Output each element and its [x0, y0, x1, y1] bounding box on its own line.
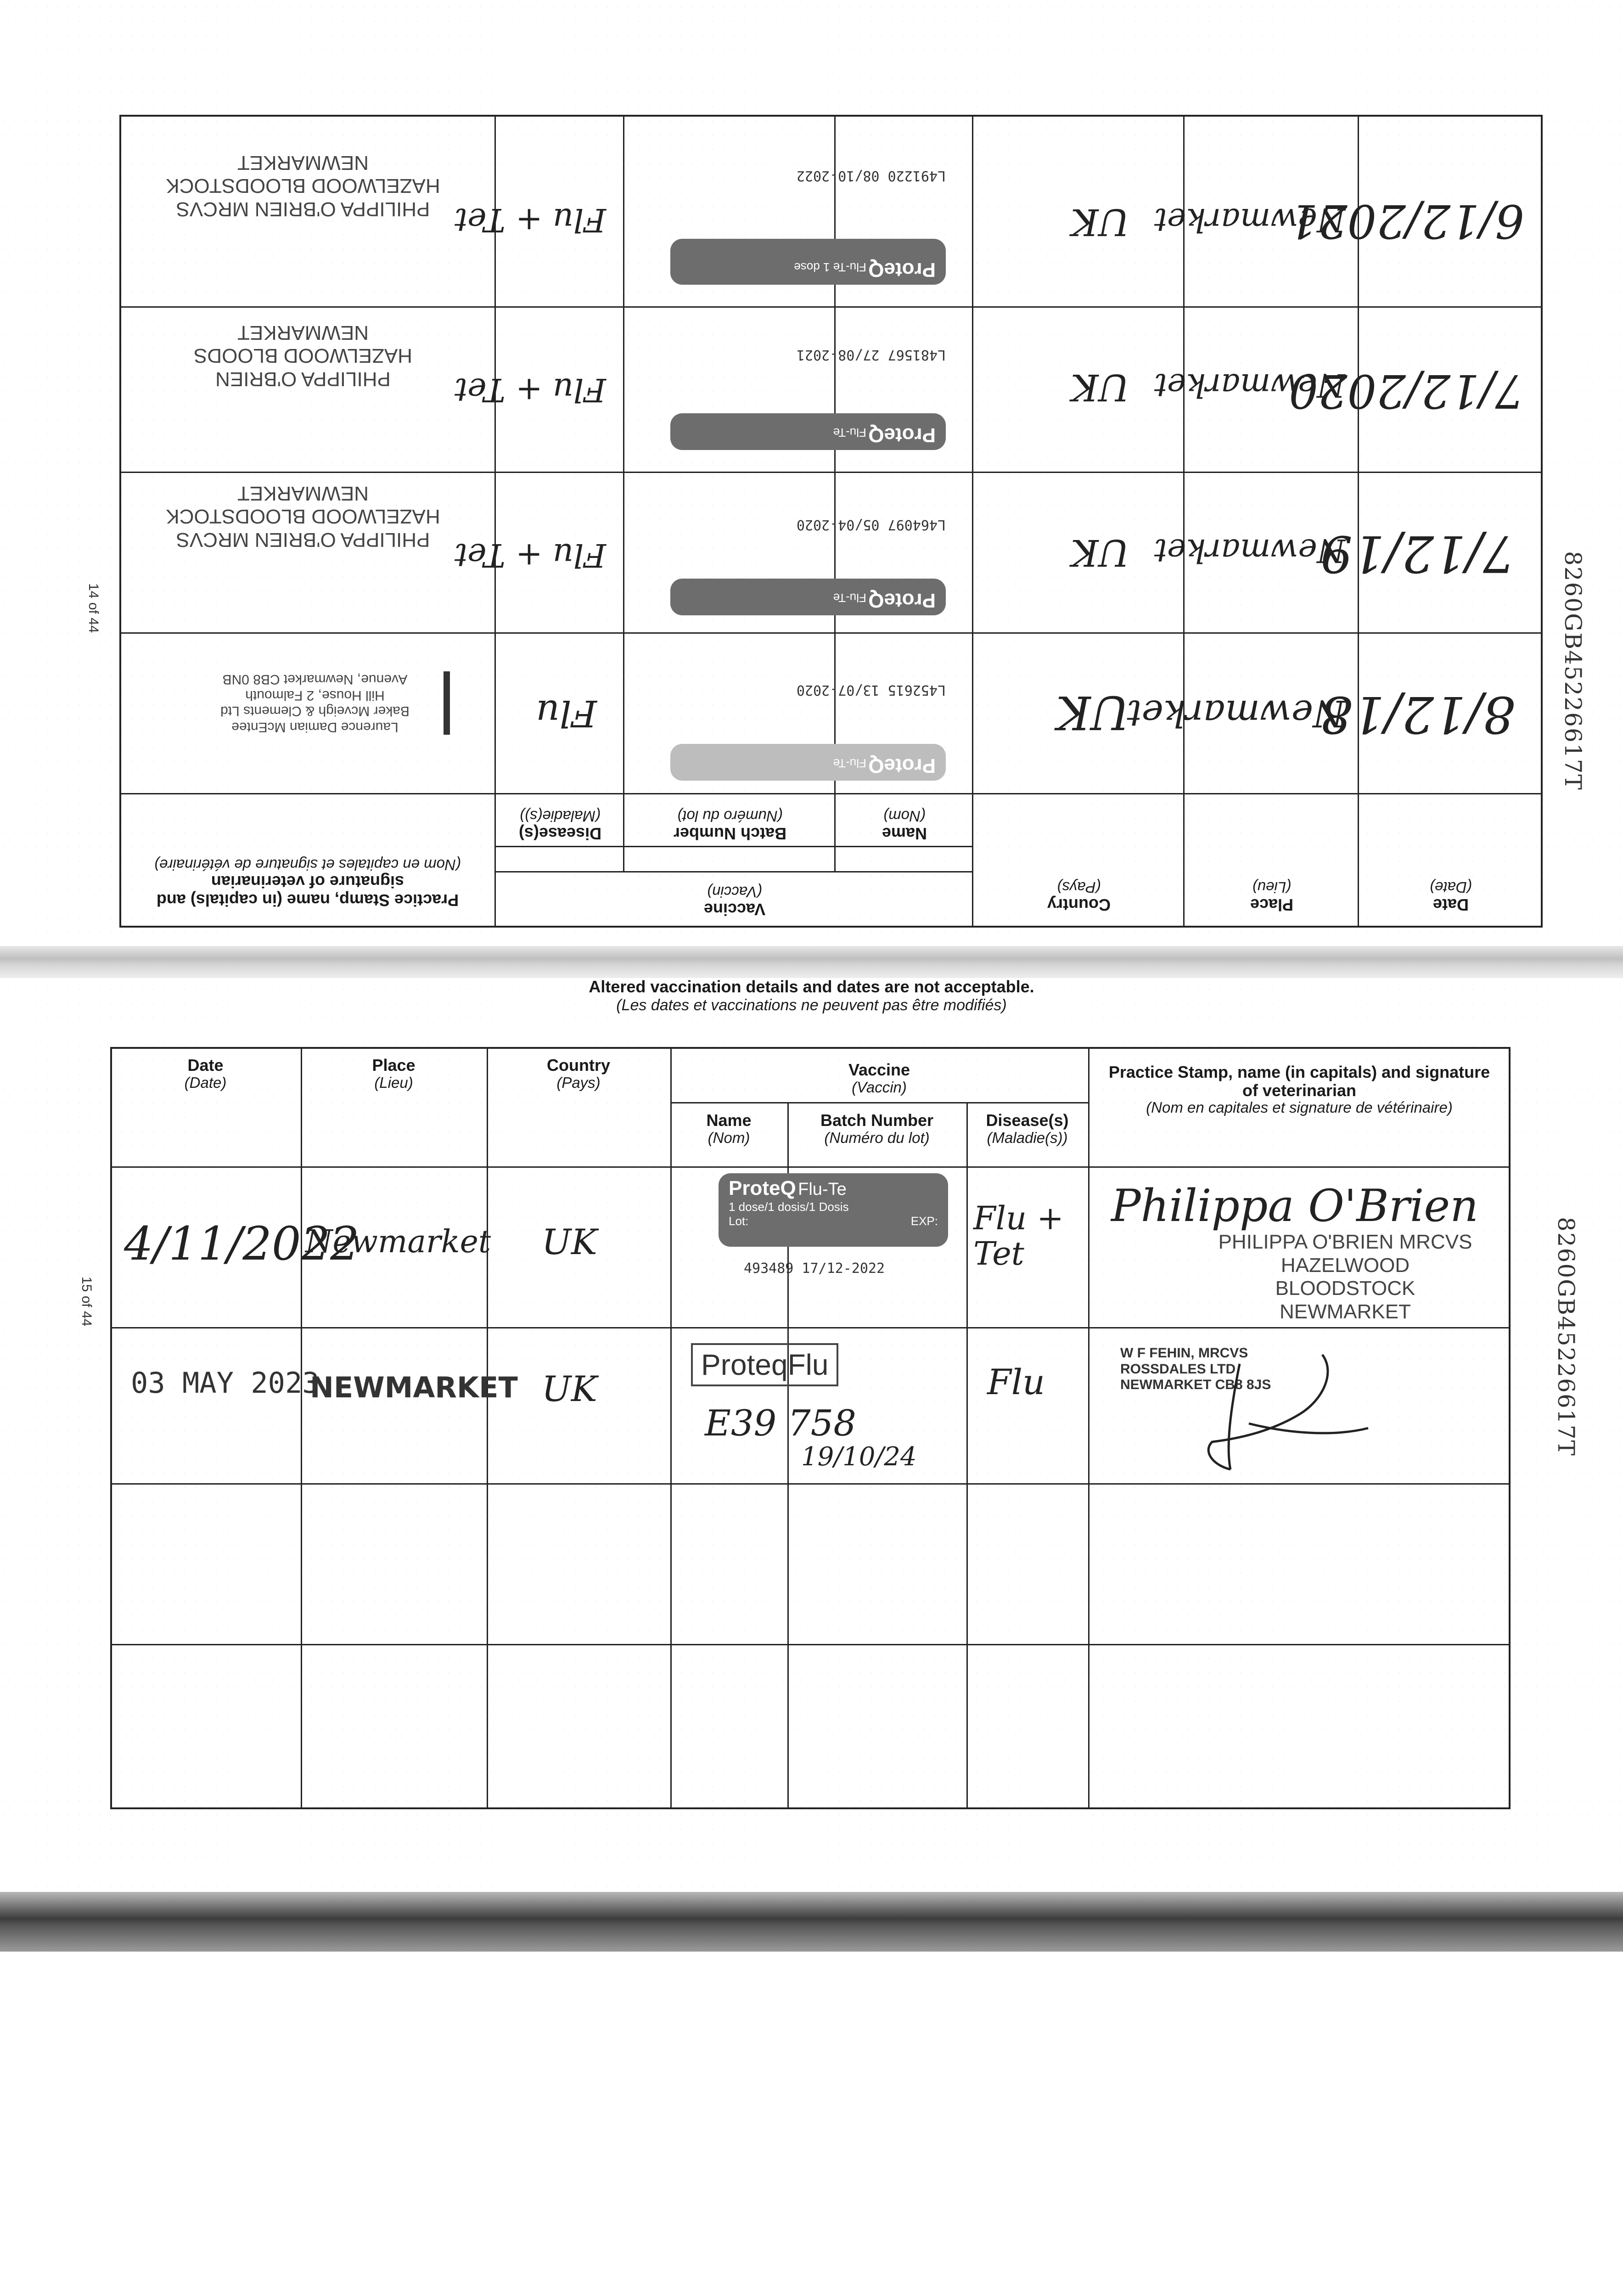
lower-row2-batch: E39 758 [705, 1403, 856, 1444]
lower-row2-signature-mark [1185, 1345, 1442, 1483]
lower-row1-country: UK [542, 1221, 597, 1262]
lower-row1-disease: Flu + Tet [973, 1199, 1064, 1272]
upper-header-stamp: Practice Stamp, name (in capitals) and signature of veterinarian (Nom en capitales et signature de vétérinaire) [154, 856, 461, 910]
upper-row4-country: UK [1071, 201, 1129, 243]
lower-row1-date: 4/11/2022 [124, 1217, 359, 1271]
upper-header-country: Country (Pays) [1047, 879, 1111, 914]
lower-page-number: 15 of 44 [79, 1277, 94, 1327]
upper-header-vaccine: Vaccine (Vaccin) [703, 884, 766, 919]
upper-row3-country: UK [1071, 366, 1129, 409]
upper-row1-lot: L452615 13/07-2020 [796, 682, 946, 698]
lower-header-vaccine: Vaccine (Vaccin) [848, 1060, 910, 1096]
upper-row4-vaccine-label: ProteQ Flu-Te 1 dose [670, 239, 946, 285]
upper-header-disease: Disease(s) (Maladie(s)) [518, 808, 602, 843]
lower-row2-disease: Flu [987, 1362, 1045, 1402]
upper-row4-lot: L491220 08/10-2022 [796, 168, 946, 184]
upper-row3-date: 7/12/2020 [1289, 364, 1524, 418]
upper-row4-stamp: PHILIPPA O'BRIEN MRCVS HAZELWOOD BLOODSTOCK NEWMARKET [166, 151, 440, 220]
upper-row3-place: Newmarket [1154, 366, 1345, 404]
upper-row2-country: UK [1071, 531, 1129, 574]
upper-row4-place: Newmarket [1154, 201, 1345, 239]
upper-row1-disease: Flu [536, 692, 597, 735]
upper-row4-date: 6/12/2021 [1289, 194, 1524, 248]
lower-row2-vaccine-stamp: ProteqFlu [691, 1343, 838, 1386]
lower-header-batch: Batch Number (Numéro du lot) [820, 1111, 934, 1146]
lower-passport-id: 8260GB45226617T [1553, 1217, 1579, 1457]
lower-header-place: Place (Lieu) [372, 1056, 416, 1091]
lower-row2-stamp: W F FEHIN, MRCVS ROSSDALES LTD NEWMARKET CB8 8JS [1120, 1345, 1271, 1392]
lower-row2-batch-exp: 19/10/24 [801, 1442, 917, 1472]
lower-row2-date-stamp: 03 MAY 2023 [131, 1366, 320, 1400]
upper-row1-vaccine-label: ProteQ Flu-Te [670, 744, 946, 781]
lower-row1-vaccine-label: ProteQ Flu-Te 1 dose/1 dosis/1 Dosis Lot: EXP: [719, 1173, 948, 1247]
lower-row1-stamp: PHILIPPA O'BRIEN MRCVS HAZELWOOD BLOODSTOCK NEWMARKET [1218, 1231, 1472, 1323]
upper-row4-disease: Flu + Tet [454, 201, 606, 239]
upper-row1-date: 8/12/18 [1320, 685, 1515, 744]
upper-row3-disease: Flu + Tet [454, 371, 606, 409]
lower-row1-signature: Philippa O'Brien [1111, 1180, 1479, 1232]
lower-row2-country: UK [542, 1368, 597, 1409]
upper-row3-stamp: PHILIPPA O'BRIEN HAZELWOOD BLOODS NEWMARKET [194, 321, 412, 390]
lower-header-name: Name (Nom) [706, 1111, 752, 1146]
upper-row1-place: Newmarket [1127, 692, 1345, 735]
lower-header-stamp: Practice Stamp, name (in capitals) and signature of veterinarian (Nom en capitales et signature de vétérinaire) [1108, 1063, 1490, 1116]
upper-row2-vaccine-label: ProteQ Flu-Te [670, 579, 946, 615]
notice-text: Altered vaccination details and dates are not acceptable. [589, 977, 1034, 996]
upper-passport-id: 8260GB45226617T [1560, 551, 1586, 791]
upper-header-date: Date (Date) [1430, 879, 1472, 914]
upper-row1-stamp: Laurence Damian McEntee Baker Mcveigh & Clements Ltd Hill House, 2 Falmouth Avenue, Newmarket CB8 0NB [186, 671, 450, 735]
lower-row1-lot: 493489 17/12-2022 [744, 1261, 885, 1277]
lower-header-date: Date (Date) [184, 1056, 227, 1091]
upper-header-name: Name (Nom) [882, 808, 927, 843]
page-fold [0, 946, 1623, 978]
lower-row1-place: Newmarket [305, 1224, 491, 1260]
upper-header-place: Place (Lieu) [1250, 879, 1294, 914]
blank-area [0, 1952, 1623, 2296]
upper-row2-lot: L464097 05/04-2020 [796, 517, 946, 533]
upper-header-batch: Batch Number (Numéro du lot) [673, 808, 787, 843]
upper-row2-stamp: PHILIPPA O'BRIEN MRCVS HAZELWOOD BLOODSTOCK NEWMARKET [166, 482, 440, 551]
lower-header-disease: Disease(s) (Maladie(s)) [986, 1111, 1069, 1146]
upper-page-rotated [119, 115, 1543, 928]
upper-row2-disease: Flu + Tet [454, 536, 606, 574]
upper-row3-vaccine-label: ProteQ Flu-Te [670, 413, 946, 450]
upper-page-number: 14 of 44 [86, 583, 101, 633]
upper-row1-country: UK [1056, 686, 1129, 739]
upper-row2-date: 7/12/19 [1320, 524, 1515, 583]
lower-header-country: Country (Pays) [547, 1056, 610, 1091]
upper-row3-lot: L481567 27/08-2021 [796, 347, 946, 363]
lower-notice [0, 977, 1623, 1014]
lower-row2-place-stamp: NEWMARKET [310, 1371, 518, 1404]
upper-row2-place: Newmarket [1154, 532, 1345, 569]
scan-bottom-edge [0, 1892, 1623, 1952]
notice-text-fr: (Les dates et vaccinations ne peuvent pas être modifiés) [616, 996, 1007, 1014]
